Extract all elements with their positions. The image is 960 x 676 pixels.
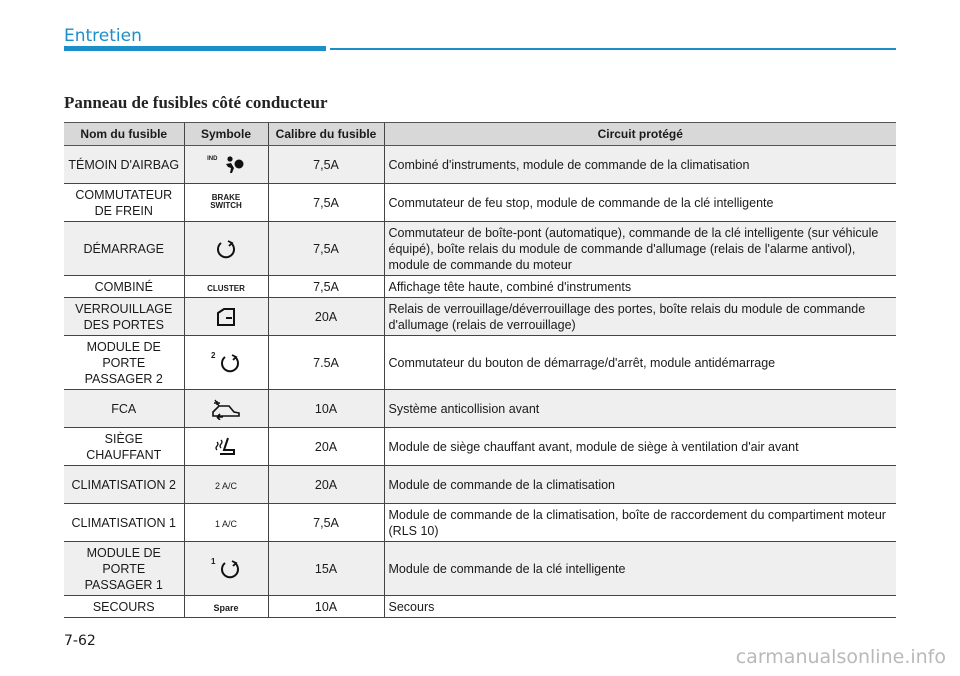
table-header-row: [64, 123, 896, 146]
fuse-rating: 7,5A: [268, 222, 384, 276]
start-icon: [215, 238, 237, 260]
symbol-text: 2: [211, 350, 216, 360]
fuse-name: TÉMOIN D'AIRBAG: [64, 146, 184, 184]
fuse-symbol: [184, 428, 268, 466]
fuse-symbol: [184, 596, 268, 618]
heated-seat-icon: [214, 436, 238, 458]
fuse-circuit: Affichage tête haute, combiné d'instruments: [384, 276, 896, 298]
fuse-circuit: Module de commande de la climatisation, boîte de raccordement du compartiment moteur (RLS 10): [384, 504, 896, 542]
fuse-circuit: Relais de verrouillage/déverrouillage des portes, boîte relais du module de commande d'allumage (relais de verrouillage): [384, 298, 896, 336]
table-row: [64, 184, 896, 222]
table-row: [64, 390, 896, 428]
fuse-rating: 20A: [268, 428, 384, 466]
fuse-symbol: [184, 184, 268, 222]
table-row: [64, 542, 896, 596]
fuse-name: DÉMARRAGE: [64, 222, 184, 276]
table-row: [64, 466, 896, 504]
fuse-symbol: [184, 276, 268, 298]
column-header-name: Nom du fusible: [64, 123, 184, 146]
fuse-symbol: [184, 466, 268, 504]
fuse-circuit: Commutateur de boîte-pont (automatique), commande de la clé intelligente (sur véhicule équipé), boîte relais du module de commande d'allumage (relais de l'alarme antivol), module de commande du moteur: [384, 222, 896, 276]
table-row: [64, 596, 896, 618]
symbol-text: IND: [207, 155, 218, 162]
fuse-circuit: Module de siège chauffant avant, module de siège à ventilation d'air avant: [384, 428, 896, 466]
fuse-symbol: [184, 336, 268, 390]
header-rule-thick: [64, 46, 326, 51]
column-header-symbol: Symbole: [184, 123, 268, 146]
ac-icon: 1 A/C: [214, 518, 237, 529]
table-row: [64, 504, 896, 542]
fuse-symbol: [184, 298, 268, 336]
fuse-name: SECOURS: [64, 596, 184, 618]
fuse-rating: 7,5A: [268, 504, 384, 542]
fuse-name: MODULE DE PORTE PASSAGER 1: [64, 542, 184, 596]
fuse-name: FCA: [64, 390, 184, 428]
fuse-symbol: [184, 390, 268, 428]
fuse-rating: 20A: [268, 466, 384, 504]
fuse-name: SIÈGE CHAUFFANT: [64, 428, 184, 466]
module-icon: [219, 558, 241, 580]
fuse-name: VERROUILLAGE DES PORTES: [64, 298, 184, 336]
fuse-rating: 7.5A: [268, 336, 384, 390]
fuse-circuit: Commutateur de feu stop, module de commande de la clé intelligente: [384, 184, 896, 222]
fuse-name: COMBINÉ: [64, 276, 184, 298]
fuse-circuit: Système anticollision avant: [384, 390, 896, 428]
symbol-text: 1: [211, 556, 216, 566]
table-row: [64, 298, 896, 336]
fuse-rating: 15A: [268, 542, 384, 596]
ac-icon: 2 A/C: [214, 480, 237, 491]
fuse-symbol: [184, 222, 268, 276]
fuse-name: MODULE DE PORTE PASSAGER 2: [64, 336, 184, 390]
door-lock-icon: [214, 307, 238, 327]
fuse-circuit: Combiné d'instruments, module de commande de la climatisation: [384, 146, 896, 184]
page-number: 7-62: [64, 633, 96, 649]
table-row: [64, 336, 896, 390]
brake-switch-label: BRAKE SWITCH: [210, 192, 242, 210]
forward-collision-icon: [211, 398, 241, 420]
table-row: [64, 428, 896, 466]
fuse-symbol: [184, 146, 268, 184]
fuse-rating: 7,5A: [268, 184, 384, 222]
airbag-indicator-icon: [223, 155, 245, 175]
fuse-table: [64, 122, 896, 618]
fuse-circuit: Secours: [384, 596, 896, 618]
section-title: Entretien: [64, 26, 142, 46]
spare-label: Spare: [213, 602, 239, 613]
fuse-name: CLIMATISATION 1: [64, 504, 184, 542]
table-row: [64, 276, 896, 298]
fuse-rating: 10A: [268, 390, 384, 428]
cluster-label: CLUSTER: [207, 283, 245, 293]
watermark: carmanualsonline.info: [735, 646, 946, 668]
page-title: Panneau de fusibles côté conducteur: [64, 93, 328, 112]
fuse-circuit: Module de commande de la clé intelligente: [384, 542, 896, 596]
table-row: [64, 146, 896, 184]
fuse-circuit: Module de commande de la climatisation: [384, 466, 896, 504]
fuse-symbol: [184, 542, 268, 596]
fuse-rating: 10A: [268, 596, 384, 618]
fuse-name: CLIMATISATION 2: [64, 466, 184, 504]
fuse-name: COMMUTATEUR DE FREIN: [64, 184, 184, 222]
fuse-rating: 7,5A: [268, 276, 384, 298]
table-row: [64, 222, 896, 276]
column-header-rating: Calibre du fusible: [268, 123, 384, 146]
fuse-symbol: [184, 504, 268, 542]
header-rule-thin: [330, 48, 896, 50]
column-header-circuit: Circuit protégé: [384, 123, 896, 146]
fuse-rating: 7,5A: [268, 146, 384, 184]
fuse-rating: 20A: [268, 298, 384, 336]
fuse-circuit: Commutateur du bouton de démarrage/d'arrêt, module antidémarrage: [384, 336, 896, 390]
module-icon: [219, 352, 241, 374]
